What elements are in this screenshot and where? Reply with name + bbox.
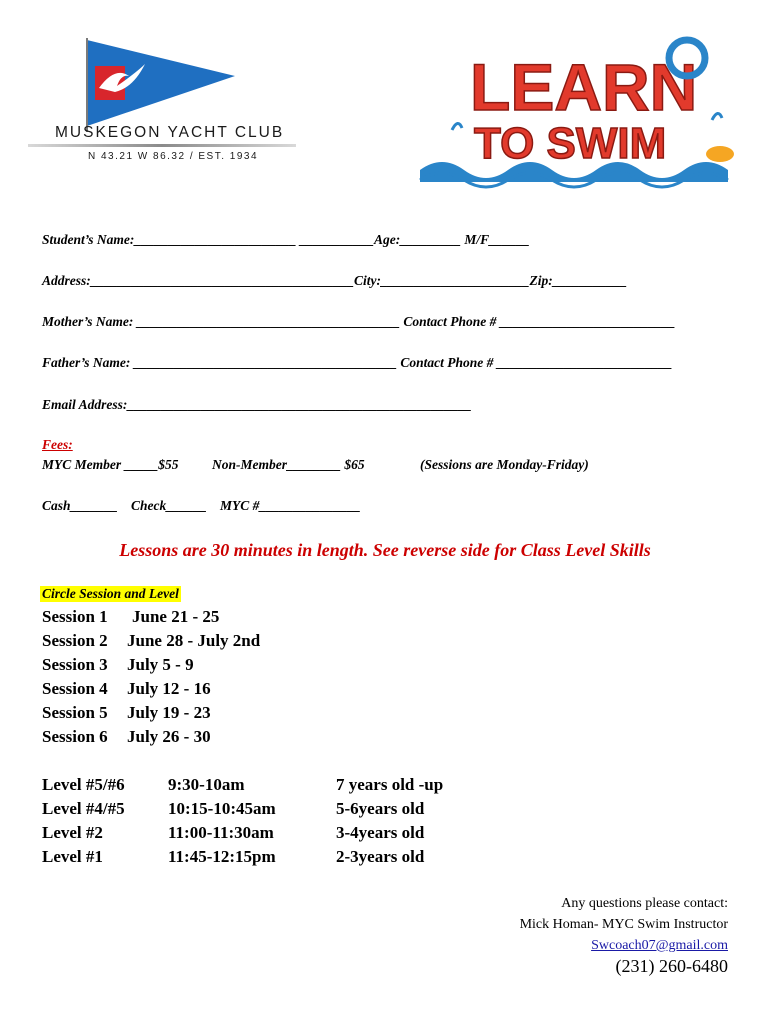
session-row[interactable] (42, 653, 260, 677)
sessions-list (42, 605, 260, 749)
session-dates: June 28 - July 2nd (127, 631, 261, 650)
club-coordinates: N 43.21 W 86.32 / EST. 1934 (88, 151, 259, 162)
session-row[interactable] (42, 629, 260, 653)
levels-list (42, 773, 443, 869)
level-name: Level #1 (42, 847, 103, 866)
session-name: Session 4 (42, 679, 108, 698)
session-row[interactable] (42, 725, 260, 749)
level-age: 5-6years old (336, 799, 425, 818)
session-row[interactable] (42, 605, 260, 629)
logo-learn-text: LEARN (470, 50, 698, 124)
myc-number-field[interactable]: MYC #_______________ (220, 498, 361, 513)
session-dates: July 26 - 30 (127, 727, 211, 746)
level-age: 3-4years old (336, 823, 425, 842)
level-time: 11:45-12:15pm (168, 847, 276, 866)
level-age: 7 years old -up (336, 775, 444, 794)
check-field[interactable]: Check______ (131, 498, 207, 513)
session-dates: June 21 - 25 (132, 607, 220, 626)
fees-label: Fees: (42, 437, 73, 452)
level-row[interactable] (42, 821, 443, 845)
session-name: Session 3 (42, 655, 108, 674)
club-name: MUSKEGON YACHT CLUB (55, 124, 285, 141)
level-name: Level #4/#5 (42, 799, 125, 818)
contact-intro: Any questions please contact: (561, 896, 728, 911)
myc-member-fee[interactable]: MYC Member _____$55 (42, 457, 179, 472)
level-row[interactable] (42, 797, 443, 821)
contact-name: Mick Homan- MYC Swim Instructor (519, 917, 728, 932)
learn-to-swim-logo (412, 30, 752, 190)
level-time: 10:15-10:45am (168, 799, 276, 818)
father-name-phone-field[interactable]: Father’s Name: _______________________________________ Contact Phone # __________________________ (42, 355, 673, 370)
level-name: Level #5/#6 (42, 775, 125, 794)
divider (28, 144, 296, 147)
contact-email-link[interactable]: Swcoach07@gmail.com (591, 938, 728, 953)
cash-field[interactable]: Cash_______ (42, 498, 118, 513)
sessions-note: (Sessions are Monday-Friday) (420, 457, 589, 472)
student-name-age-field[interactable]: Student’s Name:________________________ ___________Age:_________ M/F______ (42, 232, 530, 247)
lessons-note: Lessons are 30 minutes in length. See reverse side for Class Level Skills (119, 540, 651, 560)
mother-name-phone-field[interactable]: Mother’s Name: _______________________________________ Contact Phone # __________________________ (42, 314, 676, 329)
non-member-fee[interactable]: Non-Member________ $65 (212, 457, 365, 472)
email-address-field[interactable]: Email Address:___________________________________________________ (42, 397, 472, 412)
session-row[interactable] (42, 677, 260, 701)
address-field[interactable]: Address:_______________________________________City:______________________Zip:___________ (42, 273, 627, 288)
session-name: Session 5 (42, 703, 108, 722)
level-time: 9:30-10am (168, 775, 245, 794)
contact-phone: (231) 260-6480 (615, 956, 728, 976)
session-name: Session 1 (42, 607, 108, 626)
session-dates: July 19 - 23 (127, 703, 211, 722)
level-age: 2-3years old (336, 847, 425, 866)
session-name: Session 2 (42, 631, 108, 650)
logo-to-swim-text: TO SWIM (474, 119, 667, 168)
session-dates: July 5 - 9 (127, 655, 194, 674)
level-row[interactable] (42, 773, 443, 797)
level-row[interactable] (42, 845, 443, 869)
session-dates: July 12 - 16 (127, 679, 211, 698)
level-name: Level #2 (42, 823, 103, 842)
circle-session-label: Circle Session and Level (42, 586, 179, 601)
session-row[interactable] (42, 701, 260, 725)
session-name: Session 6 (42, 727, 108, 746)
level-time: 11:00-11:30am (168, 823, 274, 842)
